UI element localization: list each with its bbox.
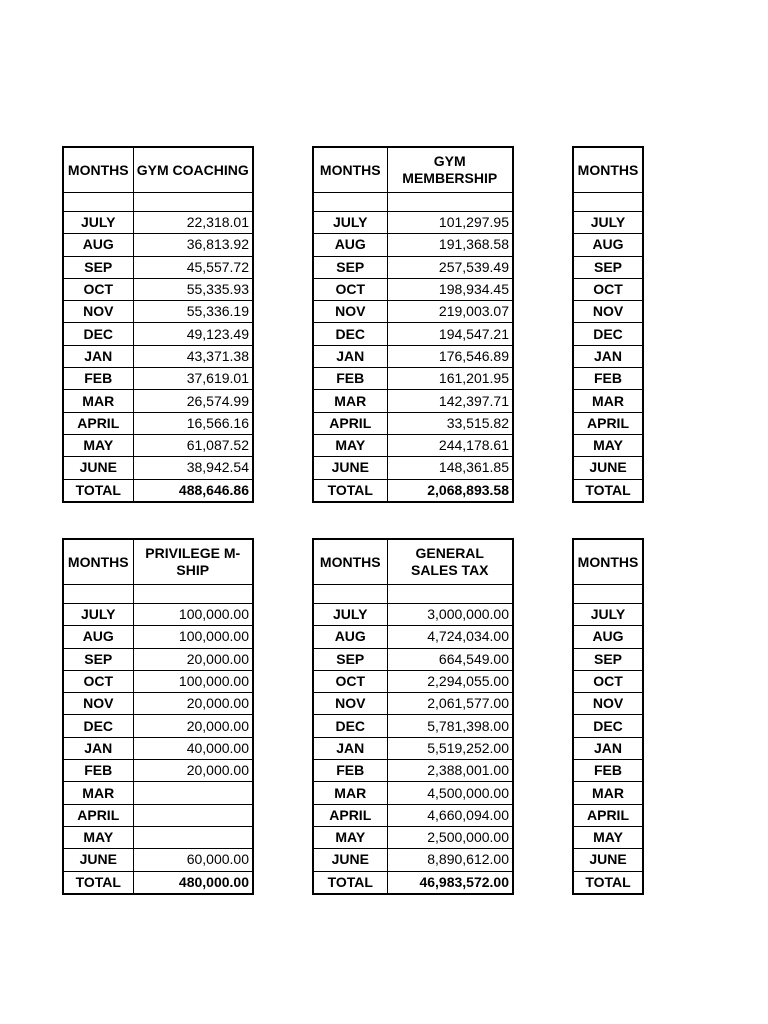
value-cell [133, 782, 253, 804]
total-value: 2,068,893.58 [387, 479, 513, 502]
blank-row [63, 585, 253, 604]
table-row [573, 782, 643, 804]
table-row [573, 256, 643, 278]
value-header: GYM COACHING [133, 147, 253, 193]
table-row [313, 256, 513, 278]
table-row [63, 434, 253, 456]
month-cell: MAY [63, 434, 133, 456]
table-row [573, 604, 643, 626]
table-row [63, 737, 253, 759]
table-row [573, 760, 643, 782]
month-cell: NOV [313, 693, 387, 715]
blank-cell [313, 585, 387, 604]
table-row [63, 626, 253, 648]
total-label: TOTAL [313, 479, 387, 502]
month-cell: MAY [573, 826, 643, 848]
table-row [573, 457, 643, 479]
table-row [313, 693, 513, 715]
month-cell: DEC [573, 715, 643, 737]
month-cell: JUNE [63, 457, 133, 479]
month-cell: MAR [63, 390, 133, 412]
value-cell: 161,201.95 [387, 368, 513, 390]
table-row [63, 234, 253, 256]
header-row [313, 147, 513, 193]
month-cell: NOV [313, 301, 387, 323]
month-cell: MAR [573, 782, 643, 804]
table-row [63, 760, 253, 782]
value-cell: 194,547.21 [387, 323, 513, 345]
blank-cell [63, 193, 133, 212]
table-row [313, 301, 513, 323]
value-cell: 4,724,034.00 [387, 626, 513, 648]
table-row [573, 368, 643, 390]
month-cell: OCT [313, 670, 387, 692]
table-row [573, 234, 643, 256]
month-cell: SEP [573, 256, 643, 278]
total-row [313, 871, 513, 894]
total-row [63, 479, 253, 502]
table-row [573, 323, 643, 345]
month-cell: SEP [313, 648, 387, 670]
months-header: MONTHS [63, 539, 133, 585]
table-row [313, 457, 513, 479]
table-row [63, 604, 253, 626]
value-cell: 61,087.52 [133, 434, 253, 456]
value-cell: 198,934.45 [387, 278, 513, 300]
table-row [63, 256, 253, 278]
month-cell: AUG [63, 234, 133, 256]
value-cell: 33,515.82 [387, 412, 513, 434]
value-cell: 45,557.72 [133, 256, 253, 278]
month-cell: MAR [313, 782, 387, 804]
month-cell: JULY [63, 212, 133, 234]
table-row [313, 604, 513, 626]
month-cell: SEP [313, 256, 387, 278]
table-row [63, 212, 253, 234]
month-cell: MAR [313, 390, 387, 412]
table-row [573, 301, 643, 323]
month-cell: SEP [63, 648, 133, 670]
table-row [313, 434, 513, 456]
gym-membership-table [312, 146, 514, 503]
table-row [63, 323, 253, 345]
months-header: MONTHS [313, 147, 387, 193]
value-header: GENERAL SALES TAX [387, 539, 513, 585]
blank-cell [313, 193, 387, 212]
value-cell: 2,061,577.00 [387, 693, 513, 715]
month-cell: OCT [63, 670, 133, 692]
month-cell: APRIL [63, 412, 133, 434]
header-row [573, 539, 643, 585]
table-row [63, 826, 253, 848]
month-cell: JUNE [313, 849, 387, 871]
table-row [573, 278, 643, 300]
months-header: MONTHS [573, 539, 643, 585]
month-cell: JUNE [63, 849, 133, 871]
month-cell: OCT [573, 670, 643, 692]
value-cell: 60,000.00 [133, 849, 253, 871]
value-cell: 4,660,094.00 [387, 804, 513, 826]
value-cell: 219,003.07 [387, 301, 513, 323]
table-row [313, 826, 513, 848]
value-cell: 38,942.54 [133, 457, 253, 479]
value-cell: 49,123.49 [133, 323, 253, 345]
table-row [63, 849, 253, 871]
month-cell: DEC [313, 715, 387, 737]
table-row [573, 715, 643, 737]
table-row [573, 345, 643, 367]
value-cell: 2,500,000.00 [387, 826, 513, 848]
month-cell: JULY [313, 604, 387, 626]
blank-row [313, 193, 513, 212]
table-row [313, 212, 513, 234]
month-cell: OCT [63, 278, 133, 300]
total-label: TOTAL [573, 871, 643, 894]
month-cell: JULY [573, 604, 643, 626]
value-cell: 20,000.00 [133, 693, 253, 715]
table-row [63, 782, 253, 804]
months-header: MONTHS [573, 147, 643, 193]
month-cell: FEB [573, 368, 643, 390]
value-cell: 3,000,000.00 [387, 604, 513, 626]
value-cell: 20,000.00 [133, 648, 253, 670]
month-cell: JAN [573, 345, 643, 367]
value-cell: 36,813.92 [133, 234, 253, 256]
table-row [573, 390, 643, 412]
month-cell: AUG [313, 626, 387, 648]
table-row [313, 648, 513, 670]
value-cell: 257,539.49 [387, 256, 513, 278]
general-sales-tax-table [312, 538, 514, 895]
value-cell: 142,397.71 [387, 390, 513, 412]
month-cell: FEB [63, 760, 133, 782]
table-row [313, 670, 513, 692]
header-row [63, 147, 253, 193]
month-cell: FEB [573, 760, 643, 782]
table-row [573, 648, 643, 670]
blank-cell [63, 585, 133, 604]
total-row [63, 871, 253, 894]
value-cell: 2,294,055.00 [387, 670, 513, 692]
table-row [573, 804, 643, 826]
value-cell: 664,549.00 [387, 648, 513, 670]
month-cell: FEB [313, 760, 387, 782]
table-row [63, 715, 253, 737]
value-cell: 244,178.61 [387, 434, 513, 456]
blank-row [573, 193, 643, 212]
table-row [573, 693, 643, 715]
table-row [63, 301, 253, 323]
table-row [63, 804, 253, 826]
table-row [63, 693, 253, 715]
blank-cell [133, 585, 253, 604]
value-cell: 55,335.93 [133, 278, 253, 300]
total-label: TOTAL [573, 479, 643, 502]
blank-cell [573, 585, 643, 604]
table-row [313, 345, 513, 367]
blank-cell [387, 193, 513, 212]
value-cell: 5,781,398.00 [387, 715, 513, 737]
total-row [313, 479, 513, 502]
month-cell: OCT [313, 278, 387, 300]
total-row [573, 871, 643, 894]
month-cell: DEC [573, 323, 643, 345]
table-row [313, 368, 513, 390]
value-cell: 26,574.99 [133, 390, 253, 412]
months-header: MONTHS [63, 147, 133, 193]
value-cell [133, 804, 253, 826]
month-cell: MAY [573, 434, 643, 456]
table-row [573, 849, 643, 871]
month-cell: JAN [313, 737, 387, 759]
table-row [313, 412, 513, 434]
month-cell: DEC [63, 715, 133, 737]
table-row [573, 412, 643, 434]
value-cell: 8,890,612.00 [387, 849, 513, 871]
blank-row [63, 193, 253, 212]
table-row [313, 390, 513, 412]
blank-row [573, 585, 643, 604]
month-cell: DEC [313, 323, 387, 345]
month-cell: APRIL [573, 804, 643, 826]
value-cell: 2,388,001.00 [387, 760, 513, 782]
table-row [313, 782, 513, 804]
months-only-table-bottom [572, 538, 644, 895]
month-cell: JAN [63, 737, 133, 759]
month-cell: APRIL [63, 804, 133, 826]
month-cell: SEP [573, 648, 643, 670]
month-cell: JULY [313, 212, 387, 234]
month-cell: NOV [573, 693, 643, 715]
month-cell: NOV [63, 693, 133, 715]
table-row [63, 412, 253, 434]
value-cell: 101,297.95 [387, 212, 513, 234]
value-cell: 37,619.01 [133, 368, 253, 390]
table-row [313, 323, 513, 345]
value-cell: 43,371.38 [133, 345, 253, 367]
value-cell: 100,000.00 [133, 604, 253, 626]
header-row [313, 539, 513, 585]
month-cell: APRIL [313, 412, 387, 434]
month-cell: AUG [63, 626, 133, 648]
value-cell: 191,368.58 [387, 234, 513, 256]
months-only-table-top [572, 146, 644, 503]
month-cell: JUNE [573, 849, 643, 871]
month-cell: OCT [573, 278, 643, 300]
total-label: TOTAL [313, 871, 387, 894]
table-row [573, 826, 643, 848]
blank-row [313, 585, 513, 604]
month-cell: NOV [573, 301, 643, 323]
total-value: 46,983,572.00 [387, 871, 513, 894]
total-label: TOTAL [63, 871, 133, 894]
month-cell: JAN [573, 737, 643, 759]
month-cell: JUNE [313, 457, 387, 479]
blank-cell [133, 193, 253, 212]
month-cell: MAR [573, 390, 643, 412]
month-cell: JUNE [573, 457, 643, 479]
table-row [313, 804, 513, 826]
month-cell: JULY [63, 604, 133, 626]
header-row [63, 539, 253, 585]
month-cell: AUG [573, 626, 643, 648]
table-row [573, 737, 643, 759]
total-value: 488,646.86 [133, 479, 253, 502]
value-cell: 40,000.00 [133, 737, 253, 759]
table-row [63, 670, 253, 692]
table-row [573, 626, 643, 648]
table-row [63, 390, 253, 412]
total-value: 480,000.00 [133, 871, 253, 894]
blank-cell [387, 585, 513, 604]
value-cell: 5,519,252.00 [387, 737, 513, 759]
value-cell: 148,361.85 [387, 457, 513, 479]
total-row [573, 479, 643, 502]
value-cell: 100,000.00 [133, 626, 253, 648]
table-row [313, 234, 513, 256]
blank-cell [573, 193, 643, 212]
table-row [63, 648, 253, 670]
table-row [63, 345, 253, 367]
month-cell: JAN [63, 345, 133, 367]
table-row [63, 457, 253, 479]
table-row [573, 212, 643, 234]
month-cell: MAR [63, 782, 133, 804]
month-cell: APRIL [313, 804, 387, 826]
value-cell: 16,566.16 [133, 412, 253, 434]
value-cell: 176,546.89 [387, 345, 513, 367]
value-cell: 20,000.00 [133, 760, 253, 782]
table-row [313, 849, 513, 871]
table-row [63, 368, 253, 390]
value-cell: 4,500,000.00 [387, 782, 513, 804]
month-cell: APRIL [573, 412, 643, 434]
month-cell: FEB [313, 368, 387, 390]
months-header: MONTHS [313, 539, 387, 585]
value-header: PRIVILEGE M-SHIP [133, 539, 253, 585]
month-cell: FEB [63, 368, 133, 390]
table-row [63, 278, 253, 300]
table-row [573, 434, 643, 456]
month-cell: AUG [313, 234, 387, 256]
value-cell: 20,000.00 [133, 715, 253, 737]
month-cell: AUG [573, 234, 643, 256]
month-cell: MAY [313, 434, 387, 456]
table-row [313, 278, 513, 300]
table-row [573, 670, 643, 692]
gym-coaching-table [62, 146, 254, 503]
header-row [573, 147, 643, 193]
table-row [313, 737, 513, 759]
value-cell: 22,318.01 [133, 212, 253, 234]
total-label: TOTAL [63, 479, 133, 502]
month-cell: MAY [63, 826, 133, 848]
month-cell: MAY [313, 826, 387, 848]
month-cell: JAN [313, 345, 387, 367]
month-cell: NOV [63, 301, 133, 323]
value-cell: 100,000.00 [133, 670, 253, 692]
month-cell: JULY [573, 212, 643, 234]
table-row [313, 626, 513, 648]
month-cell: SEP [63, 256, 133, 278]
value-cell [133, 826, 253, 848]
privilege-mship-table [62, 538, 254, 895]
month-cell: DEC [63, 323, 133, 345]
table-row [313, 715, 513, 737]
value-cell: 55,336.19 [133, 301, 253, 323]
value-header: GYM MEMBERSHIP [387, 147, 513, 193]
table-row [313, 760, 513, 782]
